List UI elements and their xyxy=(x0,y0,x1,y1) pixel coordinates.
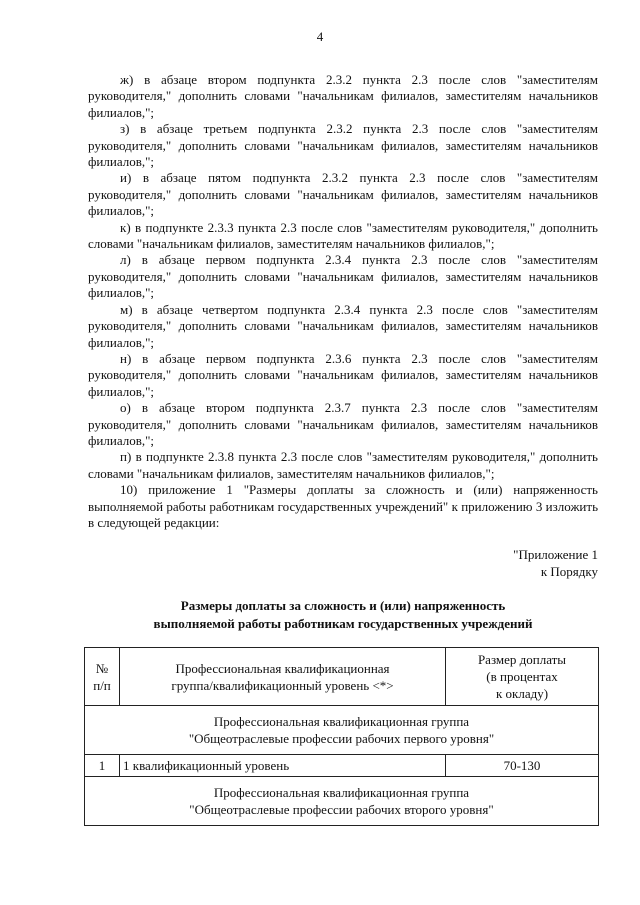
group-row xyxy=(85,706,599,755)
page-number: 4 xyxy=(316,29,324,44)
title-line2: выполняемой работы работникам государственных учреждений xyxy=(153,616,533,631)
header-surcharge-size: Размер доплаты (в процентах к окладу) xyxy=(446,648,599,706)
header-profession-group: Профессиональная квалификационная группа/квалификационный уровень <*> xyxy=(120,648,446,706)
group-heading-second-level: Профессиональная квалификационная группа "Общеотраслевые профессии рабочих второго уровня" xyxy=(85,777,599,826)
body-text xyxy=(88,72,598,531)
paragraph-zh: ж) в абзаце втором подпункта 2.3.2 пункта 2.3 после слов "заместителям руководителя," дополнить словами "начальникам филиалов, заместителям начальников филиалов,"; xyxy=(88,72,598,120)
table-row xyxy=(85,755,599,777)
paragraph-m: м) в абзаце четвертом подпункта 2.3.4 пункта 2.3 после слов "заместителям руководителя," дополнить словами "начальникам филиалов, заместителям начальников филиалов,"; xyxy=(88,301,598,350)
title-line1: Размеры доплаты за сложность и (или) напряженность xyxy=(180,598,506,613)
paragraph-o: о) в абзаце втором подпункта 2.3.7 пункта 2.3 после слов "заместителям руководителя," дополнить словами "начальникам филиалов, заместителям начальников филиалов,"; xyxy=(88,400,598,448)
appendix-reference xyxy=(398,546,598,580)
appendix-ref-line2: к Порядку xyxy=(540,564,598,579)
row-number: 1 xyxy=(85,755,120,777)
row-surcharge-value: 70-130 xyxy=(446,755,599,777)
paragraph-k: к) в подпункте 2.3.3 пункта 2.3 после слов "заместителям руководителя," дополнить словами "начальникам филиалов, заместителям начальников филиалов,"; xyxy=(88,219,598,252)
paragraph-i: и) в абзаце пятом подпункта 2.3.2 пункта 2.3 после слов "заместителям руководителя," дополнить словами "начальникам филиалов, заместителям начальников филиалов,"; xyxy=(88,170,598,219)
header-number: № п/п xyxy=(85,648,120,706)
group-row xyxy=(85,777,599,826)
appendix-ref-line1: "Приложение 1 xyxy=(513,547,598,562)
document-title xyxy=(88,597,598,633)
paragraph-n: н) в абзаце первом подпункта 2.3.6 пункта 2.3 после слов "заместителям руководителя," дополнить словами "начальникам филиалов, заместителям начальников филиалов,"; xyxy=(88,350,598,399)
table-header-row xyxy=(85,648,599,706)
paragraph-10: 10) приложение 1 "Размеры доплаты за сложность и (или) напряженность выполняемой работы работникам государственных учреждений" к приложению 3 изложить в следующей редакции: xyxy=(88,482,598,530)
surcharge-table xyxy=(84,647,599,826)
paragraph-p: п) в подпункте 2.3.8 пункта 2.3 после слов "заместителям руководителя," дополнить словами "начальникам филиалов, заместителям начальников филиалов,"; xyxy=(88,449,598,481)
group-heading-first-level: Профессиональная квалификационная группа "Общеотраслевые профессии рабочих первого уровня" xyxy=(85,706,599,755)
paragraph-z: з) в абзаце третьем подпункта 2.3.2 пункта 2.3 после слов "заместителям руководителя," дополнить словами "начальникам филиалов, заместителям начальников филиалов,"; xyxy=(88,121,598,170)
row-qualification-level: 1 квалификационный уровень xyxy=(120,755,446,777)
paragraph-l: л) в абзаце первом подпункта 2.3.4 пункта 2.3 после слов "заместителям руководителя," дополнить словами "начальникам филиалов, заместителям начальников филиалов,"; xyxy=(88,252,598,301)
